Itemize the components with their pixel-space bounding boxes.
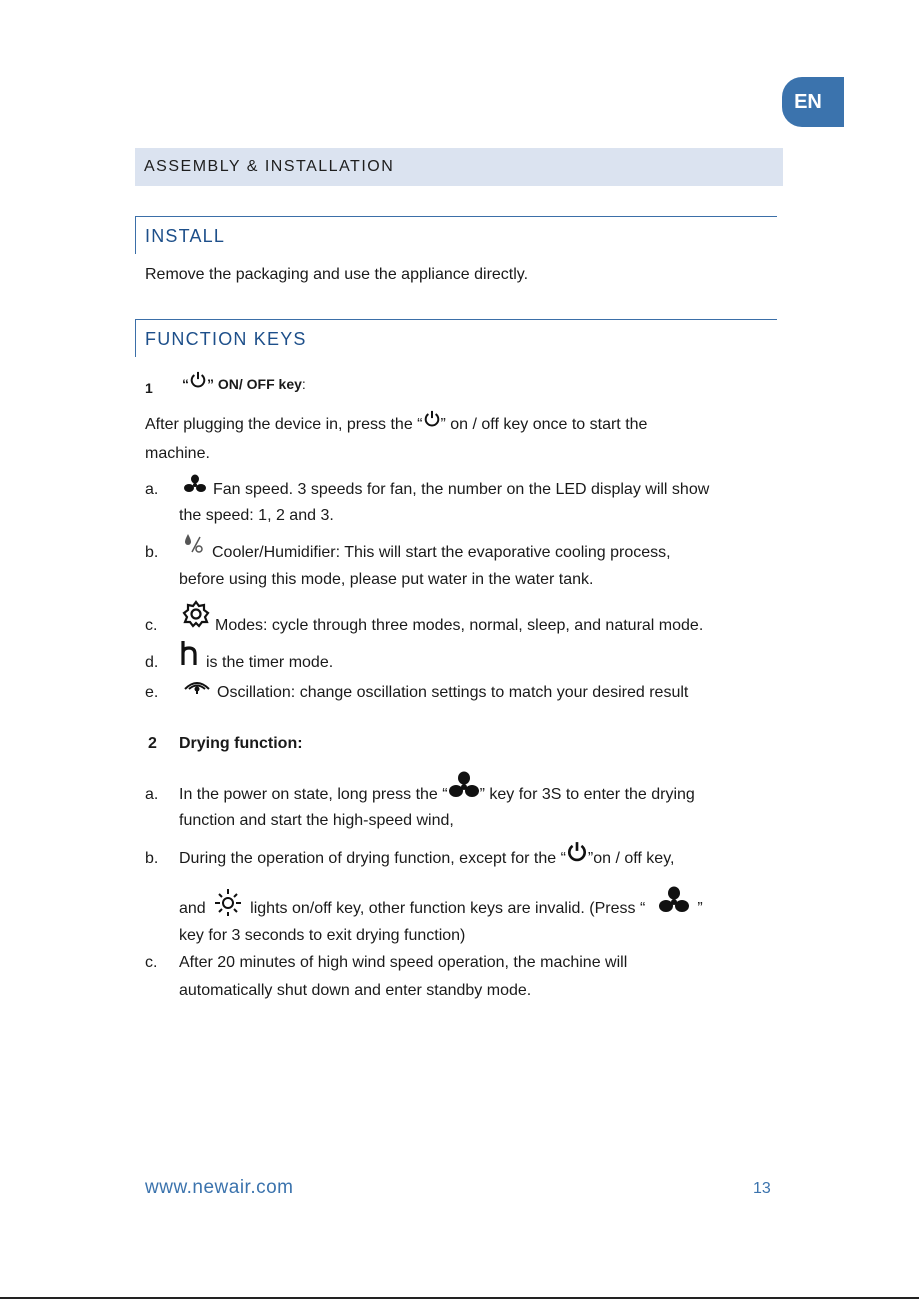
item-d-text1: is the timer mode.	[206, 654, 334, 671]
drying-b-text-lights: lights on/off key, other function keys are invalid. (Press “	[250, 900, 646, 917]
item1-open-quote: “	[182, 376, 189, 392]
drying-b-text-and: and	[179, 900, 206, 917]
drying-b-line1	[179, 848, 674, 870]
drying-b-text-close: ”	[697, 900, 703, 917]
item-e-text1: Oscillation: change oscillation settings to match your desired result	[217, 684, 689, 701]
item-a-letter: a.	[145, 481, 159, 498]
drying-a-text-b: ” key for 3S to enter the drying	[479, 786, 695, 803]
drying-b-text-b: ”on / off key,	[587, 850, 675, 867]
item1-colon: :	[301, 376, 306, 392]
fan-icon	[657, 886, 691, 916]
item-e-letter: e.	[145, 684, 159, 701]
drying-b-text-a: During the operation of drying function, except for the “	[179, 850, 566, 867]
drying-a-line1	[179, 784, 695, 806]
drying-heading: Drying function:	[179, 735, 303, 752]
intro-text-a: After plugging the device in, press the “	[145, 416, 423, 433]
item1-number: 1	[145, 380, 153, 396]
drying-c-letter: c.	[145, 954, 158, 971]
drying-b-line3: key for 3 seconds to exit drying function)	[179, 927, 466, 944]
intro-line1	[145, 414, 647, 436]
item-b-text2: before using this mode, please put water in the water tank.	[179, 571, 594, 588]
drying-c-line2: automatically shut down and enter standby mode.	[179, 982, 532, 999]
timer-icon	[181, 640, 197, 666]
page-number: 13	[753, 1180, 771, 1197]
drying-b-letter: b.	[145, 850, 159, 867]
item1-label-line	[182, 373, 306, 395]
drying-number: 2	[148, 735, 157, 752]
power-icon	[189, 371, 207, 389]
item-c-letter: c.	[145, 617, 158, 634]
item-a-text1: Fan speed. 3 speeds for fan, the number on the LED display will show	[213, 481, 710, 498]
language-label: EN	[794, 90, 822, 113]
drying-b-line2	[179, 898, 703, 920]
item-b-letter: b.	[145, 544, 159, 561]
drying-a-letter: a.	[145, 786, 159, 803]
footer-url[interactable]: www.newair.com	[145, 1177, 294, 1198]
oscillation-icon	[183, 679, 211, 695]
item-d-letter: d.	[145, 654, 159, 671]
item-b-text1: Cooler/Humidifier: This will start the evaporative cooling process,	[212, 544, 671, 561]
drying-a-text-a: In the power on state, long press the “	[179, 786, 448, 803]
fan-icon	[448, 771, 480, 801]
install-text: Remove the packaging and use the appliance directly.	[145, 266, 529, 283]
drying-a-line2: function and start the high-speed wind,	[179, 812, 454, 829]
intro-text-b: ” on / off key once to start the	[440, 416, 648, 433]
intro-line2: machine.	[145, 445, 210, 462]
light-icon	[212, 887, 244, 917]
power-icon	[423, 410, 441, 428]
item1-label: ” ON/ OFF key	[207, 376, 302, 392]
gear-icon	[182, 600, 210, 628]
item-c-text1: Modes: cycle through three modes, normal, sleep, and natural mode.	[215, 617, 704, 634]
install-heading: INSTALL	[135, 216, 777, 254]
function-keys-heading: FUNCTION KEYS	[135, 319, 777, 357]
humidifier-icon	[183, 533, 205, 555]
power-icon	[566, 841, 588, 863]
drying-c-line1: After 20 minutes of high wind speed operation, the machine will	[179, 954, 628, 971]
section-band: ASSEMBLY & INSTALLATION	[135, 148, 783, 186]
item-a-text2: the speed: 1, 2 and 3.	[179, 507, 334, 524]
fan-icon	[183, 474, 207, 494]
language-tab	[782, 77, 844, 127]
